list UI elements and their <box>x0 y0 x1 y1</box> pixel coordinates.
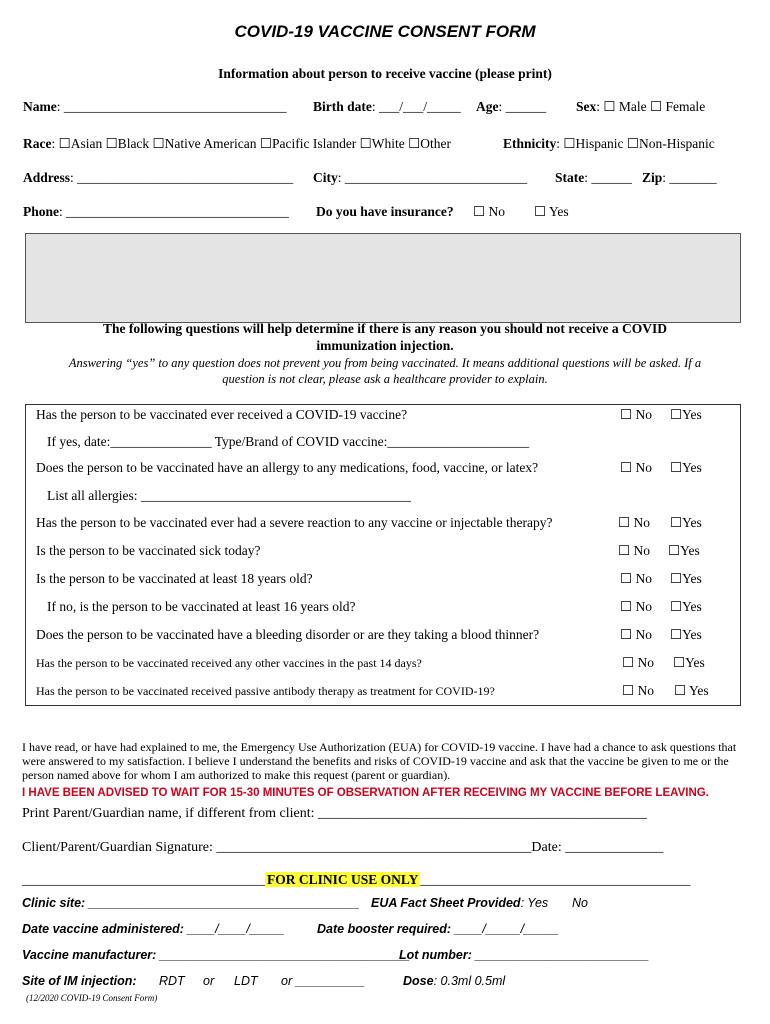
q8-yes-checkbox[interactable]: ☐Yes <box>673 655 705 670</box>
eua-label: EUA Fact Sheet Provided <box>371 896 521 910</box>
q1-yes-checkbox[interactable]: ☐Yes <box>670 407 702 422</box>
q2-no-checkbox[interactable]: ☐ No <box>620 460 652 475</box>
age-row <box>476 99 546 115</box>
manufacturer-row <box>22 948 410 962</box>
name-field[interactable]: : _________________________________ <box>56 99 287 114</box>
clinic-site-row <box>22 896 360 910</box>
question-allergy: Does the person to be vaccinated have an allergy to any medications, food, vaccine, or latex? <box>36 460 539 475</box>
birth-date-label: Birth date <box>313 99 372 114</box>
site-im-label: Site of IM injection: <box>22 974 137 988</box>
form-footer: (12/2020 COVID-19 Consent Form) <box>26 993 158 1003</box>
state-field[interactable]: : ______ <box>584 170 632 185</box>
ethnicity-row <box>503 136 715 152</box>
dose-options[interactable]: : 0.3ml 0.5ml <box>433 974 506 988</box>
date-administered-label: Date vaccine administered: <box>22 922 184 936</box>
insurance-no-checkbox[interactable]: ☐ No <box>473 204 505 219</box>
birth-row <box>313 99 461 115</box>
form-subtitle: Information about person to receive vaccine (please print) <box>218 66 552 81</box>
question-antibody-therapy: Has the person to be vaccinated received passive antibody therapy as treatment for COVID-19? <box>36 684 495 698</box>
question-prior-vaccine: Has the person to be vaccinated ever received a COVID-19 vaccine? <box>36 407 408 422</box>
site-im-ldt-option[interactable]: LDT <box>234 974 258 988</box>
name-row <box>23 99 287 115</box>
race-label: Race <box>23 136 52 151</box>
date-administered-row <box>22 922 285 936</box>
clinic-use-heading: FOR CLINIC USE ONLY <box>267 872 419 887</box>
q7-no-checkbox[interactable]: ☐ No <box>620 627 652 642</box>
insurance-label: Do you have insurance? <box>316 204 454 219</box>
phone-label: Phone <box>23 204 60 219</box>
question-age-18: Is the person to be vaccinated at least 18 years old? <box>36 571 313 586</box>
city-label: City <box>313 170 338 185</box>
guardian-name-field[interactable]: Print Parent/Guardian name, if different from client: _______________________________________________ <box>22 806 647 821</box>
q5-no-checkbox[interactable]: ☐ No <box>620 571 652 586</box>
form-title: COVID-19 VACCINE CONSENT FORM <box>234 22 536 41</box>
birth-date-field[interactable]: : ___/___/_____ <box>371 99 461 114</box>
clinic-heading-rule-right: ________________________________________ <box>420 872 691 887</box>
consent-paragraph: I have read, or have had explained to me, the Emergency Use Authorization (EUA) for COVID-19 vaccine. I have had a chance to ask questions that were answered to my satisfaction. I believe I understand the benefits and risks of COVID-19 vaccine and ask that the vaccine be given to me or the person named above for whom I am authorized to make this request (parent or guardian). <box>22 740 737 782</box>
question-age-16: If no, is the person to be vaccinated at least 16 years old? <box>47 599 356 614</box>
clinic-heading-rule-left: ____________________________________ <box>22 872 265 887</box>
ethnicity-options[interactable]: : ☐Hispanic ☐Non-Hispanic <box>556 136 715 151</box>
question-severe-reaction: Has the person to be vaccinated ever had a severe reaction to any vaccine or injectable therapy? <box>36 515 553 530</box>
sex-label: Sex <box>576 99 597 114</box>
address-row <box>23 170 293 186</box>
question-bleeding-disorder: Does the person to be vaccinated have a bleeding disorder or are they taking a blood thinner? <box>36 627 540 642</box>
observation-notice: I HAVE BEEN ADVISED TO WAIT FOR 15-30 MINUTES OF OBSERVATION AFTER RECEIVING MY VACCINE BEFORE LEAVING. <box>22 787 709 799</box>
q1-no-checkbox[interactable]: ☐ No <box>620 407 652 422</box>
q8-no-checkbox[interactable]: ☐ No <box>622 655 654 670</box>
q7-yes-checkbox[interactable]: ☐Yes <box>670 627 702 642</box>
manufacturer-field[interactable]: ____________________________________ <box>156 948 411 962</box>
state-label: State <box>555 170 585 185</box>
zip-label: Zip <box>642 170 663 185</box>
lot-field[interactable]: _________________________ <box>471 948 650 962</box>
eua-no-option[interactable]: No <box>572 896 588 910</box>
dose-row <box>403 974 505 988</box>
q1-followup[interactable]: If yes, date:_______________ Type/Brand of COVID vaccine:_____________________ <box>47 434 530 449</box>
zip-row <box>642 170 717 186</box>
city-row <box>313 170 527 186</box>
phone-row <box>23 204 289 220</box>
site-im-or-1: or <box>203 974 215 988</box>
insurance-yes-checkbox[interactable]: ☐ Yes <box>534 204 569 219</box>
state-row <box>555 170 632 186</box>
clinic-site-label: Clinic site: <box>22 896 86 910</box>
race-row <box>23 136 451 152</box>
date-booster-row <box>317 922 559 936</box>
eua-yes-option[interactable]: : Yes <box>520 896 549 910</box>
eua-row <box>371 896 548 910</box>
question-other-vaccines: Has the person to be vaccinated received any other vaccines in the past 14 days? <box>36 656 422 670</box>
zip-field[interactable]: : _______ <box>662 170 717 185</box>
q6-no-checkbox[interactable]: ☐ No <box>620 599 652 614</box>
age-label: Age <box>476 99 499 114</box>
questions-heading-line2: immunization injection. <box>316 338 454 353</box>
ethnicity-label: Ethnicity <box>503 136 557 151</box>
question-sick-today: Is the person to be vaccinated sick today? <box>36 543 261 558</box>
questions-note-line1: Answering “yes” to any question does not prevent you from being vaccinated. It means additional questions will be asked. If a <box>68 356 702 370</box>
q4-no-checkbox[interactable]: ☐ No <box>618 543 650 558</box>
site-im-other-field[interactable]: or __________ <box>281 974 366 988</box>
city-field[interactable]: : ___________________________ <box>337 170 528 185</box>
manufacturer-label: Vaccine manufacturer: <box>22 948 157 962</box>
sex-options[interactable]: : ☐ Male ☐ Female <box>596 99 706 114</box>
sex-row <box>576 99 705 115</box>
signature-field[interactable]: Client/Parent/Guardian Signature: _____________________________________________Date: ______________ <box>22 840 664 855</box>
clinic-site-field[interactable]: _______________________________________ <box>85 896 360 910</box>
q4-yes-checkbox[interactable]: ☐Yes <box>668 543 700 558</box>
lot-row <box>399 948 649 962</box>
lot-label: Lot number: <box>399 948 472 962</box>
dose-label: Dose <box>403 974 434 988</box>
age-field[interactable]: : ______ <box>498 99 547 114</box>
date-booster-label: Date booster required: <box>317 922 452 936</box>
q9-no-checkbox[interactable]: ☐ No <box>622 683 654 698</box>
gray-box <box>25 233 741 323</box>
date-administered-field[interactable]: ____/____/_____ <box>183 922 285 936</box>
address-field[interactable]: : ________________________________ <box>70 170 294 185</box>
questions-note-line2: question is not clear, please ask a healthcare provider to explain. <box>222 372 548 386</box>
questions-heading-line1: The following questions will help determine if there is any reason you should not receive a COVID <box>102 321 668 336</box>
q2-yes-checkbox[interactable]: ☐Yes <box>670 460 702 475</box>
q3-no-checkbox[interactable]: ☐ No <box>618 515 650 530</box>
clinic-heading-row <box>22 872 690 888</box>
race-options[interactable]: : ☐Asian ☐Black ☐Native American ☐Pacific Islander ☐White ☐Other <box>51 136 451 151</box>
name-label: Name <box>23 99 57 114</box>
q3-yes-checkbox[interactable]: ☐Yes <box>670 515 702 530</box>
date-booster-field[interactable]: ____/_____/_____ <box>451 922 559 936</box>
q5-yes-checkbox[interactable]: ☐Yes <box>670 571 702 586</box>
q2-followup[interactable]: List all allergies: ________________________________________ <box>47 488 411 503</box>
address-label: Address <box>23 170 71 185</box>
site-im-rdt-option[interactable]: RDT <box>159 974 185 988</box>
q6-yes-checkbox[interactable]: ☐Yes <box>670 599 702 614</box>
q9-yes-checkbox[interactable]: ☐ Yes <box>674 683 709 698</box>
phone-field[interactable]: : _________________________________ <box>59 204 289 219</box>
